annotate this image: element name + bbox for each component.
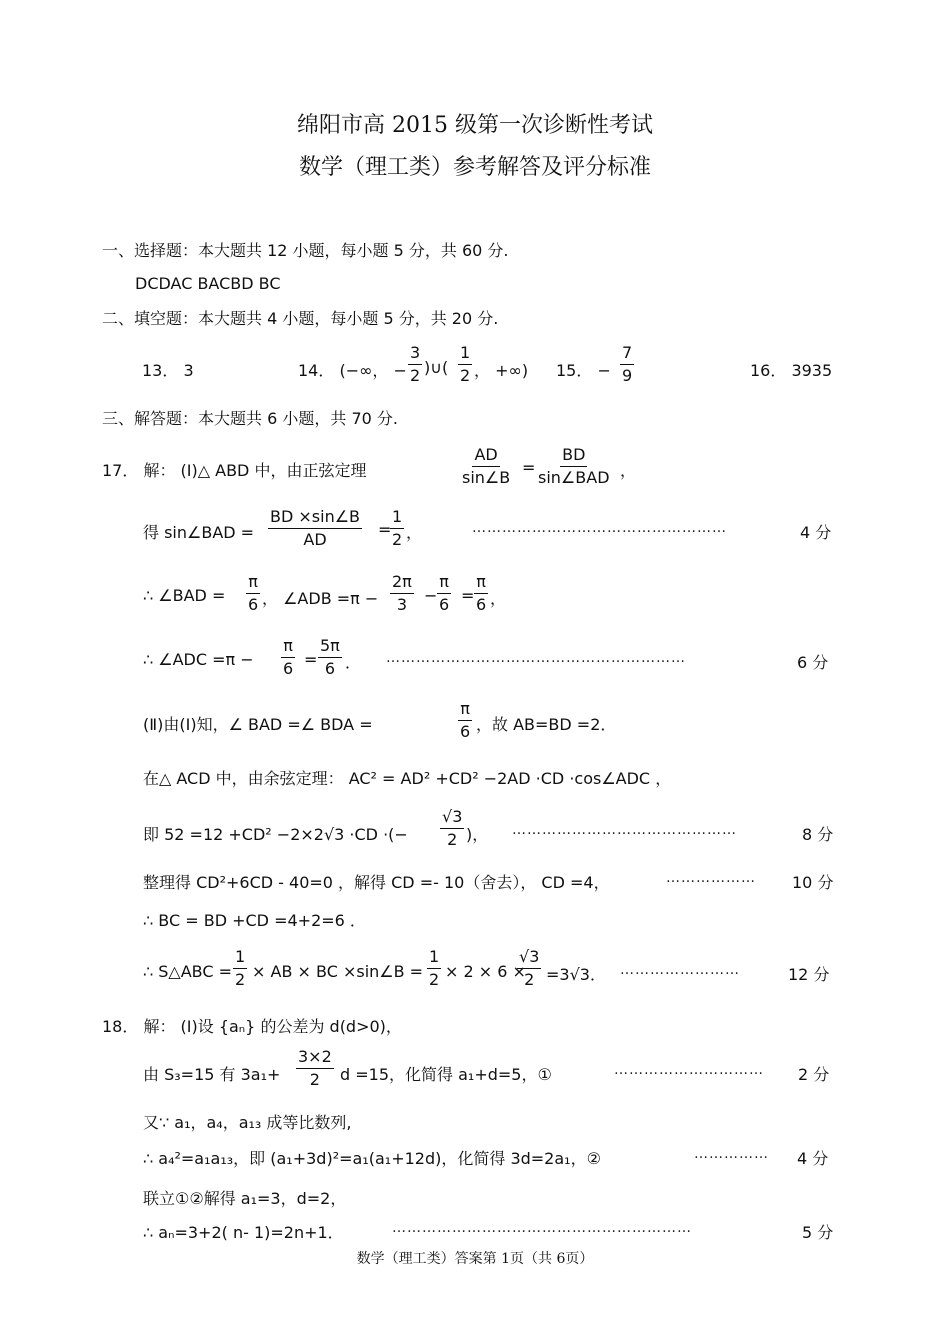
line-geometric: 又∵ a₁，a₄，a₁₃ 成等比数列, — [143, 1113, 352, 1132]
score-label: 10 分 — [792, 873, 834, 892]
equals-sign: = — [522, 458, 536, 477]
document-title: 绵阳市高 2015 级第一次诊断性考试 — [297, 113, 653, 138]
answer-16: 16． 3935 — [750, 361, 833, 380]
fraction-denominator: 2 — [309, 1070, 320, 1089]
fraction-numerator: 5π — [318, 635, 342, 658]
fraction-numerator: 7 — [620, 342, 634, 365]
leader-dots: …………… — [694, 1146, 769, 1162]
line-general-term: ∴ aₙ=3+2( n- 1)=2n+1． — [143, 1223, 344, 1242]
fraction-denominator: 3 — [396, 595, 407, 614]
pi-over-6-fraction — [458, 698, 472, 743]
sin-bad-fraction — [268, 506, 362, 551]
comma: ， — [620, 461, 637, 480]
line-part-2-a: (Ⅱ)由(Ⅰ)知，∠ BAD =∠ BDA = — [143, 715, 373, 734]
section-3-heading: 三、解答题：本大题共 6 小题，共 70 分. — [102, 409, 398, 428]
fraction-numerator: π — [437, 571, 451, 594]
fraction-denominator: 2 — [524, 970, 535, 989]
five-pi-over-6-fraction — [318, 635, 342, 680]
fraction-numerator: BD — [560, 444, 587, 467]
section-1-answers: DCDAC BACBD BC — [135, 274, 281, 293]
line-solve-cd: 整理得 CD²+6CD - 40=0 ，解得 CD =- 10（舍去）， CD =4， — [143, 873, 610, 892]
line-s3-b: d =15，化简得 a₁+d=5，① — [340, 1065, 552, 1084]
pi-over-6-fraction — [281, 635, 295, 680]
line-angles-b: ， ∠ADB =π − — [262, 589, 379, 608]
fraction-denominator: 2 — [447, 830, 458, 849]
fraction-numerator: √3 — [517, 946, 541, 969]
minus-sign: − — [424, 586, 438, 605]
section-2-heading: 二、填空题：本大题共 4 小题，每小题 5 分，共 20 分. — [102, 309, 499, 328]
leader-dots: ………………………… — [614, 1062, 764, 1078]
fraction-denominator: 6 — [248, 595, 259, 614]
equals-sign: = — [461, 586, 475, 605]
line-cosine-law: 在△ ACD 中，由余弦定理： AC² = AD² +CD² −2AD ·CD ·cos∠ADC ， — [143, 769, 672, 788]
line-area-c: × 2 × 6 × — [445, 962, 526, 981]
line-angles-a: ∴ ∠BAD = — [143, 586, 226, 605]
line-solve-a1: 联立①②解得 a₁=3，d=2， — [143, 1189, 347, 1208]
half-fraction — [390, 506, 404, 551]
fraction-numerator: 1 — [458, 342, 472, 365]
root-3-over-2-fraction — [440, 806, 464, 851]
pi-over-6-fraction — [246, 571, 260, 616]
problem-17-heading: 17． 解： (Ⅰ)△ ABD 中，由正弦定理 — [102, 461, 367, 480]
answer-15-fraction — [620, 342, 634, 387]
score-label: 5 分 — [802, 1223, 834, 1242]
line-s3-a: 由 S₃=15 有 3a₁+ — [143, 1065, 281, 1084]
line-area-b: × AB × BC ×sin∠B = — [252, 962, 424, 981]
score-label: 4 分 — [800, 523, 832, 542]
answer-14-fraction-1 — [408, 342, 422, 387]
three-times-two-over-two-fraction — [296, 1046, 334, 1091]
fraction-numerator: 1 — [390, 506, 404, 529]
leader-dots: …………………… — [620, 962, 740, 978]
score-label: 2 分 — [798, 1065, 830, 1084]
fraction-denominator: sin∠B — [462, 468, 511, 487]
fraction-numerator: π — [246, 571, 260, 594]
fraction-numerator: BD ×sin∠B — [268, 506, 362, 529]
fraction-denominator: 2 — [429, 970, 440, 989]
leader-dots: …………………………………………………… — [386, 650, 686, 666]
document-subtitle: 数学（理工类）参考解答及评分标准 — [298, 155, 651, 180]
answer-14-union: )∪( — [424, 358, 449, 377]
fraction-numerator: √3 — [440, 806, 464, 829]
root-3-over-2-fraction — [517, 946, 541, 991]
fraction-numerator: 3×2 — [296, 1046, 334, 1069]
leader-dots: …………………………………………………… — [392, 1220, 692, 1236]
fraction-denominator: AD — [303, 530, 327, 549]
equals-sign: = — [304, 650, 318, 669]
pi-over-6-fraction — [474, 571, 488, 616]
score-label: 6 分 — [797, 653, 829, 672]
line-adc-a: ∴ ∠ADC =π − — [143, 650, 254, 669]
fraction-numerator: 2π — [390, 571, 414, 594]
sine-law-fraction-2 — [536, 444, 612, 489]
line-a4-squared: ∴ a₄²=a₁a₁₃，即 (a₁+3d)²=a₁(a₁+12d)，化简得 3d=2a₁，② — [143, 1149, 601, 1168]
answer-14-fraction-2 — [458, 342, 472, 387]
fraction-denominator: 6 — [439, 595, 450, 614]
answer-14-prefix: 14． (−∞， − — [298, 361, 407, 380]
fraction-numerator: 1 — [427, 946, 441, 969]
leader-dots: ……………………………………… — [512, 822, 737, 838]
period: ． — [345, 653, 362, 672]
answer-13: 13． 3 — [142, 361, 194, 380]
fraction-numerator: 3 — [408, 342, 422, 365]
leader-dots: ……………… — [666, 870, 756, 886]
fraction-denominator: 2 — [235, 970, 246, 989]
answer-15-prefix: 15． − — [556, 361, 611, 380]
pi-over-6-fraction — [437, 571, 451, 616]
fraction-denominator: 6 — [324, 659, 335, 678]
half-fraction — [427, 946, 441, 991]
problem-18-heading: 18． 解： (Ⅰ)设 {aₙ} 的公差为 d(d>0)， — [102, 1017, 402, 1036]
page-footer: 数学（理工类）答案第 1页（共 6页） — [356, 1251, 594, 1267]
line-part-2-b: ，故 AB=BD =2． — [476, 715, 617, 734]
section-1-heading: 一、选择题：本大题共 12 小题，每小题 5 分，共 60 分. — [102, 241, 509, 260]
line-substitute-b: )， — [466, 825, 489, 844]
line-substitute-a: 即 52 =12 +CD² −2×2√3 ·CD ·(− — [143, 825, 408, 844]
line-bc: ∴ BC = BD +CD =4+2=6 ． — [143, 911, 366, 930]
fraction-denominator: 2 — [392, 530, 403, 549]
fraction-numerator: 1 — [233, 946, 247, 969]
equals-sign: = — [378, 520, 392, 539]
fraction-denominator: 2 — [460, 366, 471, 385]
score-label: 4 分 — [797, 1149, 829, 1168]
half-fraction — [233, 946, 247, 991]
leader-dots: …………………………………………… — [472, 520, 727, 536]
answer-14-suffix: ， +∞) — [474, 361, 529, 380]
line-area-a: ∴ S△ABC = — [143, 962, 233, 981]
score-label: 8 分 — [802, 825, 834, 844]
fraction-denominator: 6 — [283, 659, 294, 678]
fraction-denominator: 6 — [476, 595, 487, 614]
fraction-numerator: AD — [472, 444, 499, 467]
fraction-denominator: sin∠BAD — [538, 468, 610, 487]
fraction-numerator: π — [458, 698, 472, 721]
fraction-denominator: 2 — [410, 366, 421, 385]
comma: ， — [406, 523, 423, 542]
line-area-d: =3√3． — [546, 965, 606, 984]
fraction-denominator: 6 — [460, 722, 471, 741]
fraction-numerator: π — [474, 571, 488, 594]
fraction-denominator: 9 — [622, 366, 633, 385]
fraction-numerator: π — [281, 635, 295, 658]
line-sin-bad: 得 sin∠BAD = — [143, 523, 255, 542]
comma: ， — [490, 589, 507, 608]
sine-law-fraction-1 — [460, 444, 512, 489]
score-label: 12 分 — [788, 965, 830, 984]
two-pi-over-3-fraction — [390, 571, 414, 616]
